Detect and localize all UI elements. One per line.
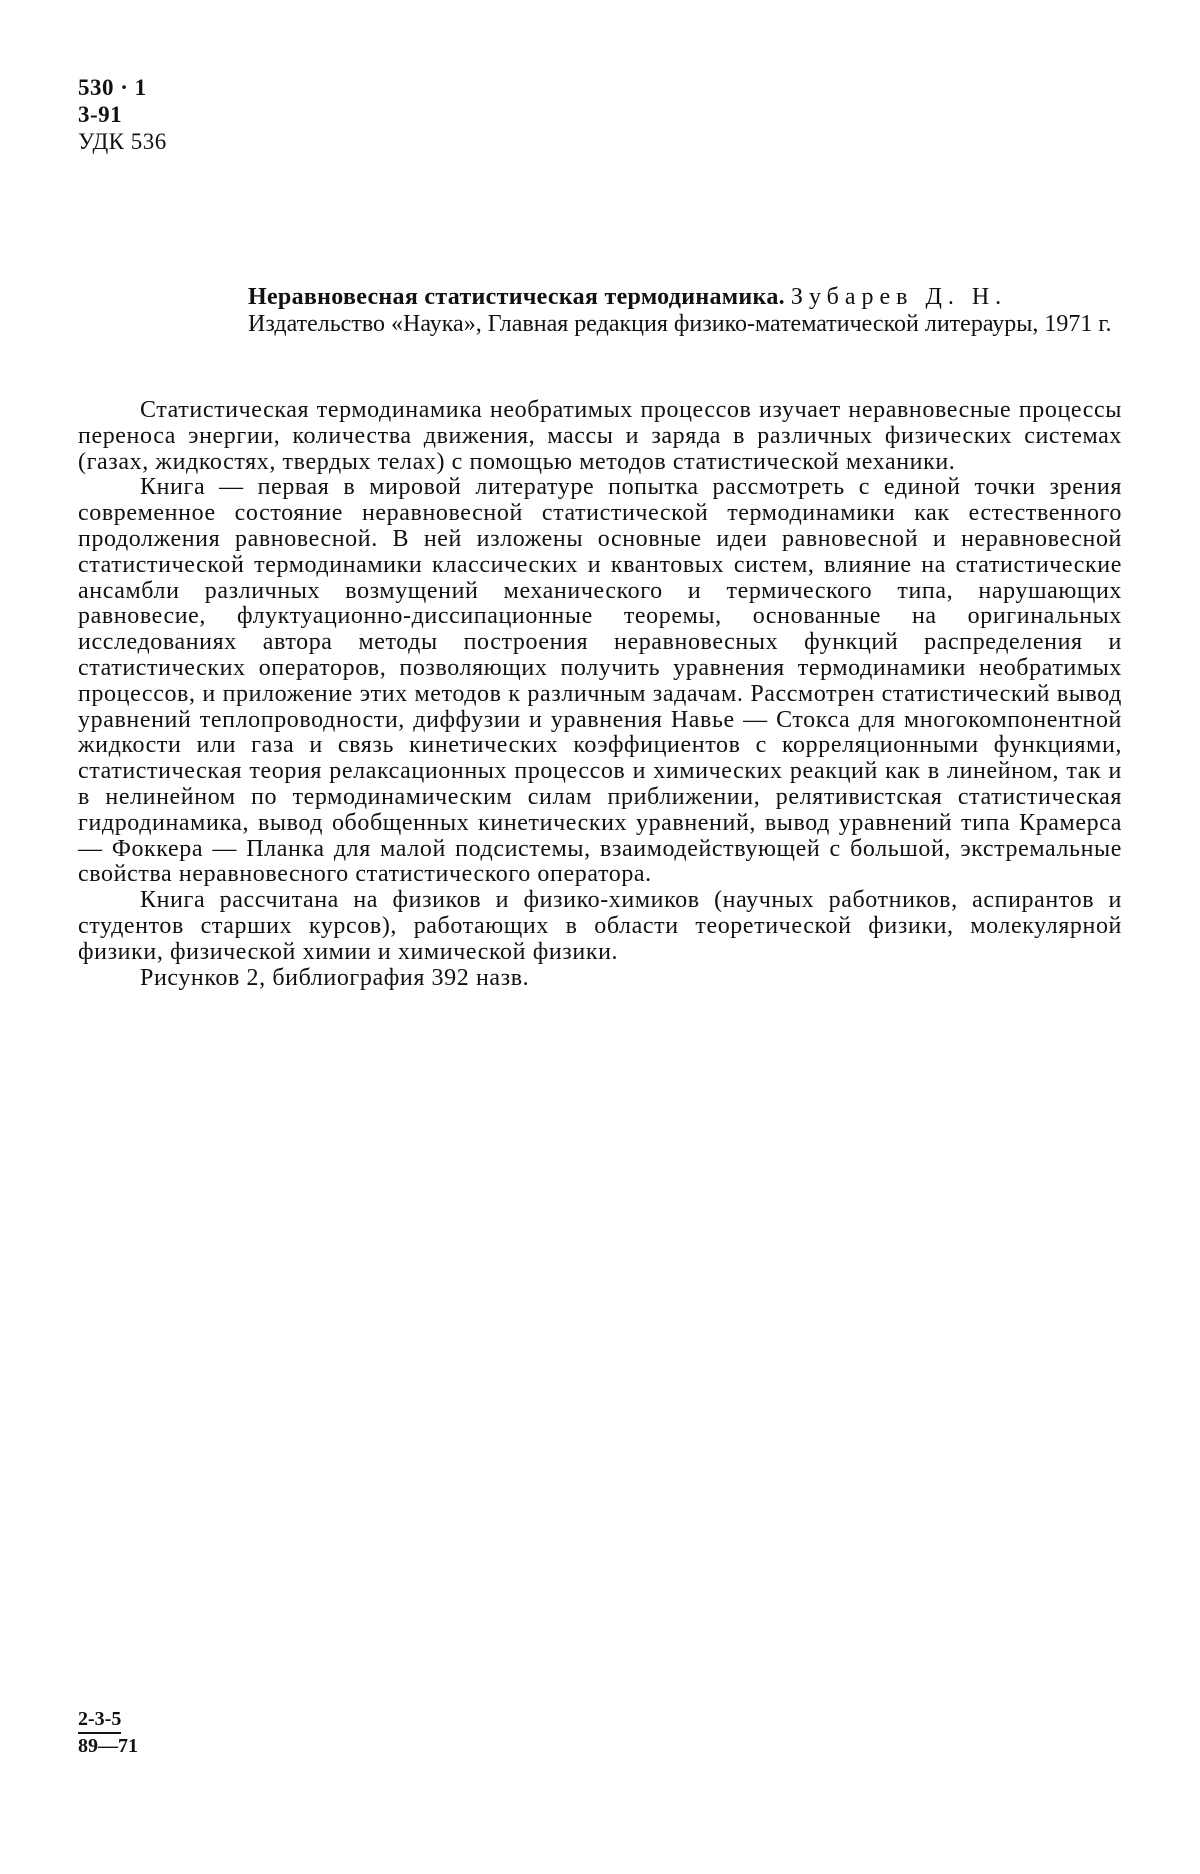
publisher-info: Издательство «Наука», Главная редакция физико-математической литерауры, 1971 г. <box>248 311 1112 337</box>
bbk-code: 530 · 1 <box>78 75 147 100</box>
publication-code-numerator: 2-3-5 <box>78 1707 121 1734</box>
library-classification <box>78 74 167 155</box>
book-author: Зубарев Д. Н. <box>790 284 1008 310</box>
annotation-paragraph: Статистическая термодинамика необратимых процессов изучает неравновесные процессы переноса энергии, количества движения, массы и заряда в различных физических системах (газах, жидкостях, твердых телах) с помощью методов статистической механики. <box>78 397 1122 475</box>
book-title: Неравновесная статистическая термодинамика. <box>248 284 785 310</box>
annotation-paragraph: Книга — первая в мировой литературе попытка рассмотреть с единой точки зрения современное состояние неравновесной статистической термодинамики как естественного продолжения равновесной. В ней изложены основные идеи равновесной и неравновесной статистической термодинамики классических и квантовых систем, влияние на статистические ансамбли различных возмущений механического и термического типа, нарушающих равновесие, флуктуационно-диссипационные теоремы, основанные на оригинальных исследованиях автора методы построения неравновесных функций распределения и статистических операторов, позволяющих получить уравнения термодинамики необратимых процессов, и приложение этих методов к различным задачам. Рассмотрен статистический вывод уравнений теплопроводности, диффузии и уравнения Навье — Стокса для многокомпонентной жидкости или газа и связь кинетических коэффициентов с корреляционными функциями, статистическая теория релаксационных процессов и химических реакций как в линейном, так и в нелинейном по термодинамическим силам приближении, релятивистская статистическая гидродинамика, вывод обобщенных кинетических уравнений, вывод уравнений типа Крамерса — Фоккера — Планка для малой подсистемы, взаимодействующей с большой, экстремальные свойства неравновесного статистического оператора. <box>78 474 1122 888</box>
udc-code: УДК 536 <box>78 129 167 154</box>
publication-code <box>78 1707 138 1758</box>
author-mark: 3-91 <box>78 102 123 127</box>
publication-code-denominator: 89—71 <box>78 1735 138 1757</box>
annotation-text <box>78 398 1122 991</box>
annotation-paragraph: Рисунков 2, библиография 392 назв. <box>140 964 530 991</box>
annotation-paragraph: Книга рассчитана на физиков и физико-химиков (научных работников, аспирантов и студентов старших курсов), работающих в области теоретической физики, молекулярной физики, физической химии и химической физики. <box>78 887 1122 965</box>
bibliographic-citation <box>248 284 1120 338</box>
